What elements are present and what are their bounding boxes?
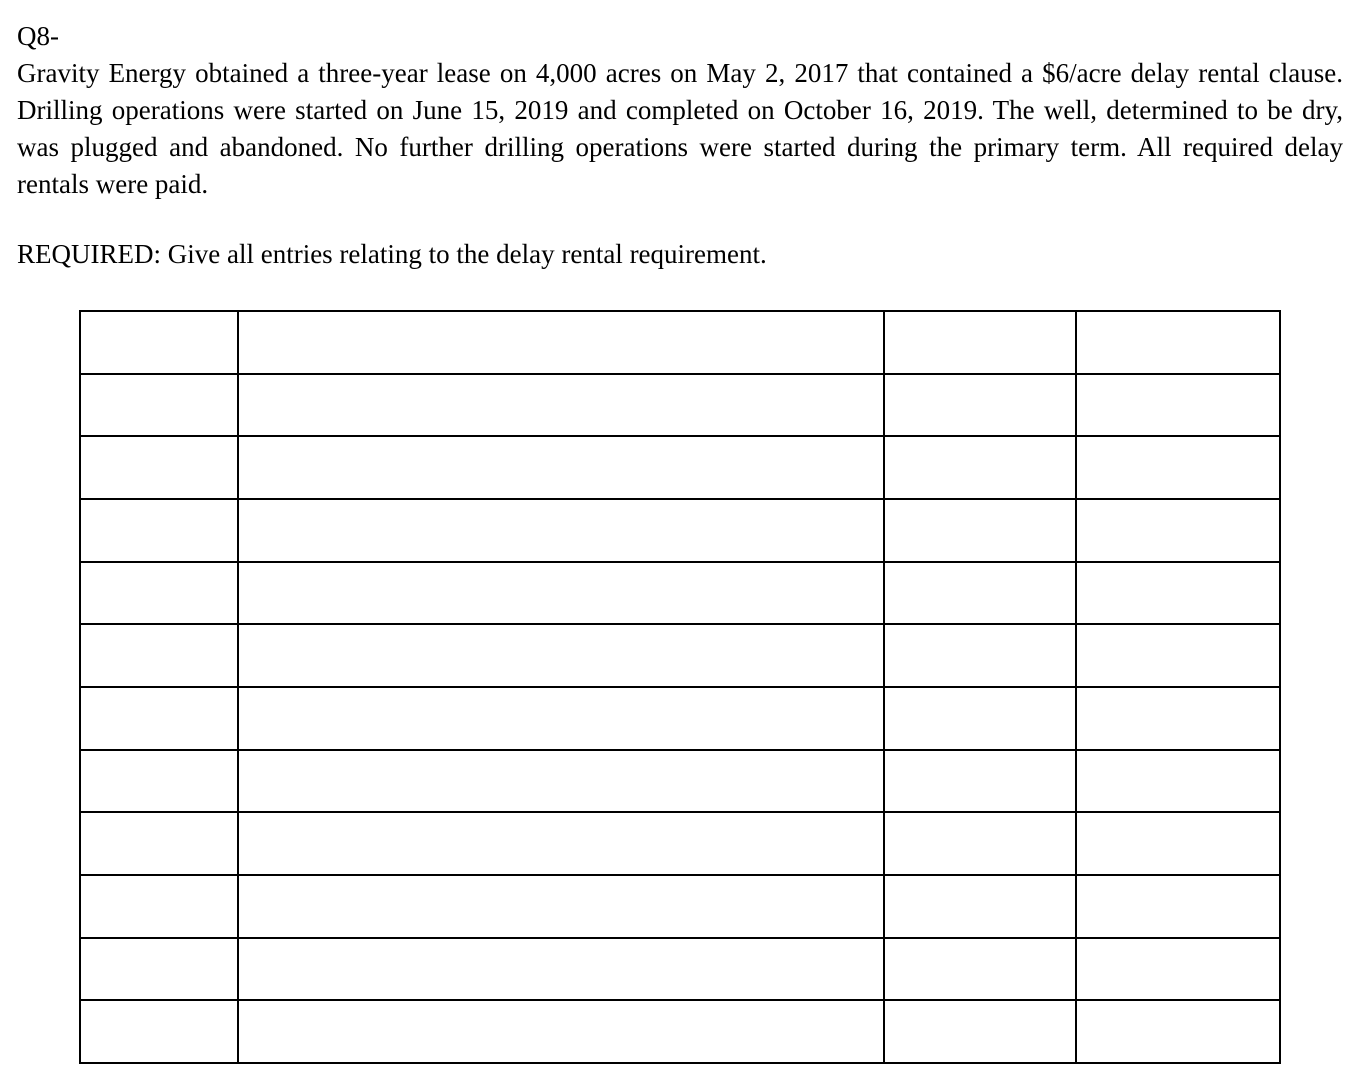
date-cell[interactable] <box>80 938 238 1001</box>
date-cell[interactable] <box>80 750 238 813</box>
table-row <box>80 436 1280 499</box>
date-cell[interactable] <box>80 374 238 437</box>
date-cell[interactable] <box>80 562 238 625</box>
credit-cell[interactable] <box>1076 624 1280 687</box>
debit-cell[interactable] <box>884 875 1076 938</box>
table-row <box>80 812 1280 875</box>
table-row <box>80 562 1280 625</box>
required-instruction: REQUIRED: Give all entries relating to the delay rental requirement. <box>17 239 767 269</box>
debit-cell[interactable] <box>884 750 1076 813</box>
table-row <box>80 687 1280 750</box>
debit-cell[interactable] <box>884 499 1076 562</box>
table-row <box>80 311 1280 374</box>
table-row <box>80 938 1280 1001</box>
question-text: Gravity Energy obtained a three-year lease on 4,000 acres on May 2, 2017 that contained a $6/acre delay rental clause. Drilling operations were started on June 15, 2019 and completed on October 16, 2019. The well, determined to be dry, was plugged and abandoned. No further drilling operations were started during the primary term. All required delay rentals were paid. <box>17 58 1343 199</box>
debit-cell[interactable] <box>884 311 1076 374</box>
debit-cell[interactable] <box>884 938 1076 1001</box>
account-cell[interactable] <box>238 812 884 875</box>
table-row <box>80 1000 1280 1063</box>
question-block <box>17 18 1343 203</box>
credit-cell[interactable] <box>1076 750 1280 813</box>
credit-cell[interactable] <box>1076 499 1280 562</box>
debit-cell[interactable] <box>884 1000 1076 1063</box>
debit-cell[interactable] <box>884 624 1076 687</box>
table-row <box>80 624 1280 687</box>
date-cell[interactable] <box>80 1000 238 1063</box>
credit-cell[interactable] <box>1076 436 1280 499</box>
date-cell[interactable] <box>80 499 238 562</box>
account-cell[interactable] <box>238 1000 884 1063</box>
question-number: Q8- <box>17 21 59 51</box>
account-cell[interactable] <box>238 624 884 687</box>
account-cell[interactable] <box>238 750 884 813</box>
table-row <box>80 499 1280 562</box>
credit-cell[interactable] <box>1076 687 1280 750</box>
table-row <box>80 875 1280 938</box>
account-cell[interactable] <box>238 436 884 499</box>
date-cell[interactable] <box>80 812 238 875</box>
account-cell[interactable] <box>238 562 884 625</box>
date-cell[interactable] <box>80 436 238 499</box>
account-cell[interactable] <box>238 499 884 562</box>
debit-cell[interactable] <box>884 436 1076 499</box>
journal-entry-table <box>79 310 1281 1064</box>
account-cell[interactable] <box>238 875 884 938</box>
table-row <box>80 374 1280 437</box>
date-cell[interactable] <box>80 687 238 750</box>
table-row <box>80 750 1280 813</box>
account-cell[interactable] <box>238 374 884 437</box>
credit-cell[interactable] <box>1076 374 1280 437</box>
account-cell[interactable] <box>238 938 884 1001</box>
debit-cell[interactable] <box>884 562 1076 625</box>
credit-cell[interactable] <box>1076 938 1280 1001</box>
credit-cell[interactable] <box>1076 1000 1280 1063</box>
date-cell[interactable] <box>80 875 238 938</box>
credit-cell[interactable] <box>1076 311 1280 374</box>
account-cell[interactable] <box>238 311 884 374</box>
credit-cell[interactable] <box>1076 562 1280 625</box>
date-cell[interactable] <box>80 624 238 687</box>
debit-cell[interactable] <box>884 812 1076 875</box>
credit-cell[interactable] <box>1076 875 1280 938</box>
account-cell[interactable] <box>238 687 884 750</box>
debit-cell[interactable] <box>884 687 1076 750</box>
credit-cell[interactable] <box>1076 812 1280 875</box>
date-cell[interactable] <box>80 311 238 374</box>
debit-cell[interactable] <box>884 374 1076 437</box>
journal-entry-body <box>80 311 1280 1063</box>
